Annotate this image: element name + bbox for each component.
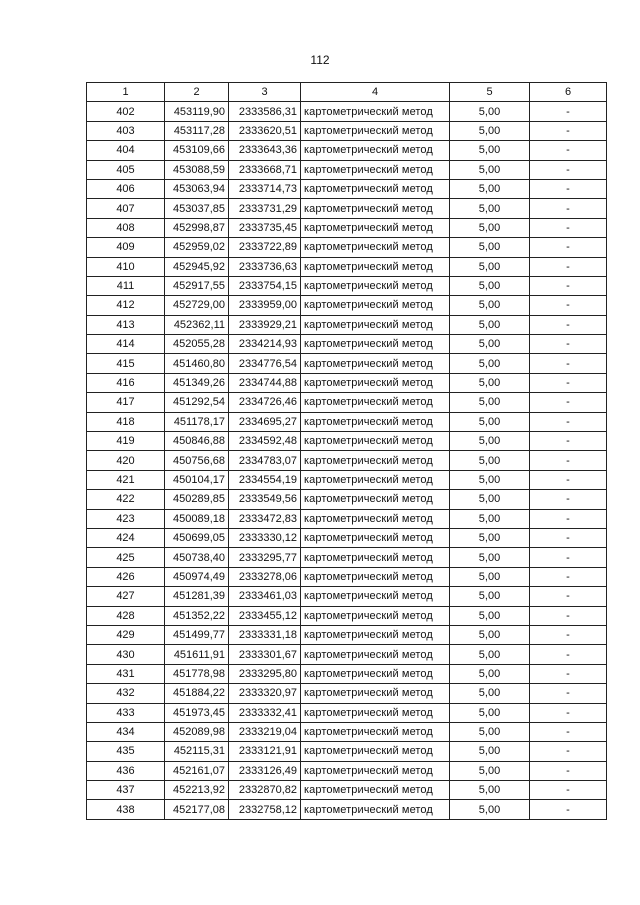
note-cell: - [530,625,607,644]
point-number-cell: 404 [87,141,165,160]
note-cell: - [530,315,607,334]
x-coordinate-cell: 450104,17 [165,470,229,489]
note-cell: - [530,335,607,354]
point-number-cell: 433 [87,703,165,722]
method-cell: картометрический метод [301,238,450,257]
y-coordinate-cell: 2334783,07 [229,451,301,470]
accuracy-cell: 5,00 [450,432,530,451]
method-cell: картометрический метод [301,800,450,819]
x-coordinate-cell: 452089,98 [165,722,229,741]
method-cell: картометрический метод [301,160,450,179]
point-number-cell: 422 [87,490,165,509]
point-number-cell: 414 [87,335,165,354]
table-row [87,528,607,547]
x-coordinate-cell: 451778,98 [165,664,229,683]
note-cell: - [530,354,607,373]
table-row [87,781,607,800]
x-coordinate-cell: 450974,49 [165,567,229,586]
x-coordinate-cell: 451352,22 [165,606,229,625]
x-coordinate-cell: 452362,11 [165,315,229,334]
table-row [87,160,607,179]
method-cell: картометрический метод [301,490,450,509]
x-coordinate-cell: 452917,55 [165,276,229,295]
method-cell: картометрический метод [301,335,450,354]
accuracy-cell: 5,00 [450,470,530,489]
y-coordinate-cell: 2333121,91 [229,742,301,761]
note-cell: - [530,141,607,160]
point-number-cell: 409 [87,238,165,257]
y-coordinate-cell: 2333722,89 [229,238,301,257]
y-coordinate-cell: 2333549,56 [229,490,301,509]
table-row [87,121,607,140]
note-cell: - [530,199,607,218]
point-number-cell: 432 [87,684,165,703]
method-cell: картометрический метод [301,432,450,451]
table-row [87,412,607,431]
point-number-cell: 430 [87,645,165,664]
accuracy-cell: 5,00 [450,179,530,198]
method-cell: картометрический метод [301,587,450,606]
method-cell: картометрический метод [301,451,450,470]
point-number-cell: 435 [87,742,165,761]
table-row [87,102,607,121]
point-number-cell: 424 [87,528,165,547]
point-number-cell: 405 [87,160,165,179]
note-cell: - [530,412,607,431]
note-cell: - [530,121,607,140]
note-cell: - [530,490,607,509]
method-cell: картометрический метод [301,606,450,625]
method-cell: картометрический метод [301,664,450,683]
x-coordinate-cell: 451884,22 [165,684,229,703]
y-coordinate-cell: 2334592,48 [229,432,301,451]
column-header-x: 2 [165,83,229,102]
table-row [87,393,607,412]
note-cell: - [530,432,607,451]
point-number-cell: 416 [87,373,165,392]
note-cell: - [530,684,607,703]
method-cell: картометрический метод [301,625,450,644]
y-coordinate-cell: 2334214,93 [229,335,301,354]
y-coordinate-cell: 2333620,51 [229,121,301,140]
method-cell: картометрический метод [301,276,450,295]
point-number-cell: 412 [87,296,165,315]
y-coordinate-cell: 2333736,63 [229,257,301,276]
x-coordinate-cell: 452213,92 [165,781,229,800]
accuracy-cell: 5,00 [450,722,530,741]
method-cell: картометрический метод [301,412,450,431]
note-cell: - [530,238,607,257]
x-coordinate-cell: 451178,17 [165,412,229,431]
y-coordinate-cell: 2333461,03 [229,587,301,606]
column-header-note: 6 [530,83,607,102]
x-coordinate-cell: 450738,40 [165,548,229,567]
table-row [87,432,607,451]
note-cell: - [530,218,607,237]
point-number-cell: 410 [87,257,165,276]
method-cell: картометрический метод [301,121,450,140]
accuracy-cell: 5,00 [450,296,530,315]
note-cell: - [530,548,607,567]
point-number-cell: 407 [87,199,165,218]
y-coordinate-cell: 2333278,06 [229,567,301,586]
note-cell: - [530,645,607,664]
y-coordinate-cell: 2333126,49 [229,761,301,780]
table-row [87,509,607,528]
table-row [87,703,607,722]
point-number-cell: 418 [87,412,165,431]
note-cell: - [530,296,607,315]
x-coordinate-cell: 450289,85 [165,490,229,509]
accuracy-cell: 5,00 [450,315,530,334]
y-coordinate-cell: 2333472,83 [229,509,301,528]
point-number-cell: 423 [87,509,165,528]
accuracy-cell: 5,00 [450,625,530,644]
x-coordinate-cell: 451281,39 [165,587,229,606]
note-cell: - [530,606,607,625]
x-coordinate-cell: 452945,92 [165,257,229,276]
y-coordinate-cell: 2334776,54 [229,354,301,373]
y-coordinate-cell: 2333735,45 [229,218,301,237]
x-coordinate-cell: 451611,91 [165,645,229,664]
y-coordinate-cell: 2333332,41 [229,703,301,722]
accuracy-cell: 5,00 [450,257,530,276]
y-coordinate-cell: 2333455,12 [229,606,301,625]
table-row [87,567,607,586]
accuracy-cell: 5,00 [450,664,530,683]
note-cell: - [530,509,607,528]
point-number-cell: 421 [87,470,165,489]
y-coordinate-cell: 2333714,73 [229,179,301,198]
method-cell: картометрический метод [301,645,450,664]
accuracy-cell: 5,00 [450,800,530,819]
y-coordinate-cell: 2333959,00 [229,296,301,315]
y-coordinate-cell: 2333668,71 [229,160,301,179]
point-number-cell: 428 [87,606,165,625]
y-coordinate-cell: 2332758,12 [229,800,301,819]
point-number-cell: 425 [87,548,165,567]
x-coordinate-cell: 450846,88 [165,432,229,451]
method-cell: картометрический метод [301,703,450,722]
column-header-point-number: 1 [87,83,165,102]
point-number-cell: 426 [87,567,165,586]
point-number-cell: 431 [87,664,165,683]
method-cell: картометрический метод [301,354,450,373]
note-cell: - [530,451,607,470]
y-coordinate-cell: 2334744,88 [229,373,301,392]
method-cell: картометрический метод [301,218,450,237]
accuracy-cell: 5,00 [450,567,530,586]
note-cell: - [530,722,607,741]
method-cell: картометрический метод [301,296,450,315]
table-row [87,800,607,819]
table-row [87,684,607,703]
x-coordinate-cell: 452959,02 [165,238,229,257]
x-coordinate-cell: 452161,07 [165,761,229,780]
method-cell: картометрический метод [301,684,450,703]
x-coordinate-cell: 451499,77 [165,625,229,644]
table-row [87,548,607,567]
accuracy-cell: 5,00 [450,509,530,528]
table-row [87,664,607,683]
accuracy-cell: 5,00 [450,102,530,121]
point-number-cell: 420 [87,451,165,470]
accuracy-cell: 5,00 [450,393,530,412]
accuracy-cell: 5,00 [450,276,530,295]
y-coordinate-cell: 2334695,27 [229,412,301,431]
note-cell: - [530,800,607,819]
method-cell: картометрический метод [301,102,450,121]
point-number-cell: 434 [87,722,165,741]
method-cell: картометрический метод [301,528,450,547]
x-coordinate-cell: 450699,05 [165,528,229,547]
note-cell: - [530,528,607,547]
point-number-cell: 436 [87,761,165,780]
table-row [87,179,607,198]
accuracy-cell: 5,00 [450,373,530,392]
note-cell: - [530,664,607,683]
note-cell: - [530,276,607,295]
note-cell: - [530,102,607,121]
x-coordinate-cell: 452055,28 [165,335,229,354]
x-coordinate-cell: 453063,94 [165,179,229,198]
x-coordinate-cell: 453109,66 [165,141,229,160]
x-coordinate-cell: 453037,85 [165,199,229,218]
method-cell: картометрический метод [301,373,450,392]
table-row [87,315,607,334]
table-row [87,199,607,218]
accuracy-cell: 5,00 [450,121,530,140]
accuracy-cell: 5,00 [450,781,530,800]
table-row [87,238,607,257]
y-coordinate-cell: 2333295,80 [229,664,301,683]
accuracy-cell: 5,00 [450,335,530,354]
table-row [87,354,607,373]
point-number-cell: 411 [87,276,165,295]
y-coordinate-cell: 2333320,97 [229,684,301,703]
accuracy-cell: 5,00 [450,703,530,722]
method-cell: картометрический метод [301,257,450,276]
accuracy-cell: 5,00 [450,742,530,761]
x-coordinate-cell: 450756,68 [165,451,229,470]
note-cell: - [530,567,607,586]
note-cell: - [530,179,607,198]
method-cell: картометрический метод [301,179,450,198]
note-cell: - [530,373,607,392]
point-number-cell: 427 [87,587,165,606]
accuracy-cell: 5,00 [450,199,530,218]
accuracy-cell: 5,00 [450,606,530,625]
table-body [87,102,607,819]
note-cell: - [530,703,607,722]
table-row [87,587,607,606]
x-coordinate-cell: 452729,00 [165,296,229,315]
y-coordinate-cell: 2333330,12 [229,528,301,547]
method-cell: картометрический метод [301,722,450,741]
point-number-cell: 438 [87,800,165,819]
point-number-cell: 402 [87,102,165,121]
point-number-cell: 437 [87,781,165,800]
x-coordinate-cell: 451973,45 [165,703,229,722]
table-row [87,625,607,644]
point-number-cell: 429 [87,625,165,644]
x-coordinate-cell: 453088,59 [165,160,229,179]
accuracy-cell: 5,00 [450,412,530,431]
method-cell: картометрический метод [301,141,450,160]
accuracy-cell: 5,00 [450,141,530,160]
table-row [87,761,607,780]
table-row [87,722,607,741]
table-row [87,141,607,160]
accuracy-cell: 5,00 [450,354,530,373]
y-coordinate-cell: 2333643,36 [229,141,301,160]
method-cell: картометрический метод [301,567,450,586]
point-number-cell: 419 [87,432,165,451]
accuracy-cell: 5,00 [450,218,530,237]
table-row [87,335,607,354]
point-number-cell: 403 [87,121,165,140]
accuracy-cell: 5,00 [450,528,530,547]
coordinates-table [86,82,607,820]
note-cell: - [530,393,607,412]
note-cell: - [530,160,607,179]
accuracy-cell: 5,00 [450,160,530,179]
method-cell: картометрический метод [301,548,450,567]
method-cell: картометрический метод [301,509,450,528]
accuracy-cell: 5,00 [450,490,530,509]
y-coordinate-cell: 2333295,77 [229,548,301,567]
y-coordinate-cell: 2333731,29 [229,199,301,218]
x-coordinate-cell: 452177,08 [165,800,229,819]
page-number: 112 [310,53,330,67]
point-number-cell: 408 [87,218,165,237]
method-cell: картометрический метод [301,315,450,334]
accuracy-cell: 5,00 [450,548,530,567]
x-coordinate-cell: 452115,31 [165,742,229,761]
accuracy-cell: 5,00 [450,645,530,664]
table-row [87,645,607,664]
x-coordinate-cell: 452998,87 [165,218,229,237]
table-row [87,296,607,315]
table-row [87,276,607,295]
accuracy-cell: 5,00 [450,587,530,606]
table-row [87,742,607,761]
x-coordinate-cell: 453119,90 [165,102,229,121]
note-cell: - [530,257,607,276]
method-cell: картометрический метод [301,199,450,218]
table-row [87,373,607,392]
column-header-accuracy: 5 [450,83,530,102]
x-coordinate-cell: 451349,26 [165,373,229,392]
note-cell: - [530,781,607,800]
y-coordinate-cell: 2334726,46 [229,393,301,412]
y-coordinate-cell: 2333754,15 [229,276,301,295]
method-cell: картометрический метод [301,742,450,761]
point-number-cell: 415 [87,354,165,373]
method-cell: картометрический метод [301,393,450,412]
column-header-method: 4 [301,83,450,102]
y-coordinate-cell: 2332870,82 [229,781,301,800]
y-coordinate-cell: 2333301,67 [229,645,301,664]
x-coordinate-cell: 451460,80 [165,354,229,373]
method-cell: картометрический метод [301,761,450,780]
y-coordinate-cell: 2333586,31 [229,102,301,121]
table-row [87,490,607,509]
note-cell: - [530,761,607,780]
note-cell: - [530,587,607,606]
accuracy-cell: 5,00 [450,761,530,780]
y-coordinate-cell: 2334554,19 [229,470,301,489]
point-number-cell: 406 [87,179,165,198]
method-cell: картометрический метод [301,781,450,800]
note-cell: - [530,742,607,761]
method-cell: картометрический метод [301,470,450,489]
y-coordinate-cell: 2333331,18 [229,625,301,644]
y-coordinate-cell: 2333929,21 [229,315,301,334]
table-row [87,470,607,489]
accuracy-cell: 5,00 [450,238,530,257]
table-row [87,606,607,625]
point-number-cell: 413 [87,315,165,334]
x-coordinate-cell: 450089,18 [165,509,229,528]
table-row [87,451,607,470]
x-coordinate-cell: 453117,28 [165,121,229,140]
table-row [87,218,607,237]
table-header-row [87,83,607,102]
point-number-cell: 417 [87,393,165,412]
accuracy-cell: 5,00 [450,684,530,703]
x-coordinate-cell: 451292,54 [165,393,229,412]
column-header-y: 3 [229,83,301,102]
table-row [87,257,607,276]
note-cell: - [530,470,607,489]
accuracy-cell: 5,00 [450,451,530,470]
y-coordinate-cell: 2333219,04 [229,722,301,741]
